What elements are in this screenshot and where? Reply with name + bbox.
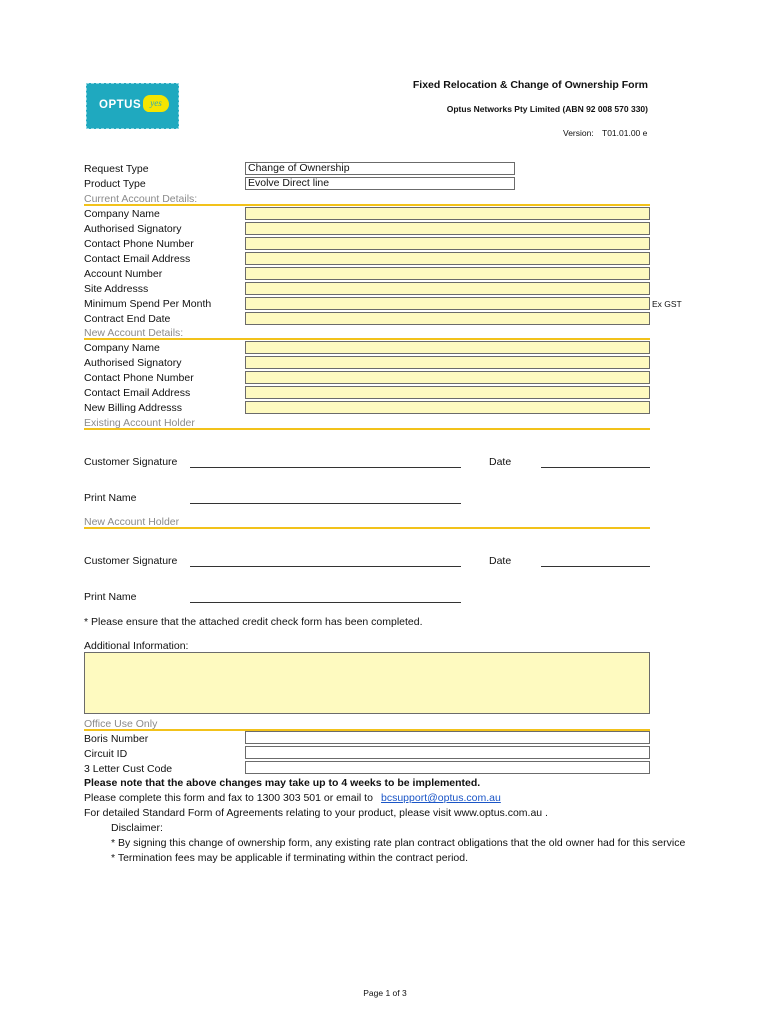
circuit-id-label: Circuit ID	[84, 748, 128, 760]
existing-holder-heading: Existing Account Holder	[84, 417, 195, 429]
additional-info-field[interactable]	[84, 652, 650, 714]
boris-number-field[interactable]	[245, 731, 650, 744]
new-authorised-signatory-label: Authorised Signatory	[84, 357, 182, 369]
version-value: T01.01.00 e	[602, 128, 648, 138]
current-contact-email-field[interactable]	[245, 252, 650, 265]
boris-number-label: Boris Number	[84, 733, 149, 745]
current-contact-phone-field[interactable]	[245, 237, 650, 250]
disclaimer-label: Disclaimer:	[111, 822, 163, 834]
sfoa-note: For detailed Standard Form of Agreements relating to your product, please visit www.optus.com.au .	[84, 807, 548, 819]
new-date-line[interactable]	[541, 566, 650, 567]
account-number-label: Account Number	[84, 268, 163, 280]
logo-text: OPTUS	[99, 99, 142, 111]
new-holder-heading: New Account Holder	[84, 516, 180, 528]
new-contact-email-label: Contact Email Address	[84, 387, 191, 399]
new-account-heading: New Account Details:	[84, 327, 184, 339]
current-contact-phone-label: Contact Phone Number	[84, 238, 194, 250]
additional-info-label: Additional Information:	[84, 640, 189, 652]
page-number: Page 1 of 3	[363, 988, 407, 998]
disclaimer-item: * By signing this change of ownership form, any existing rate plan contract obligations that the old owner had for this service	[111, 837, 686, 849]
site-address-label: Site Addresss	[84, 283, 149, 295]
existing-signature-label: Customer Signature	[84, 456, 178, 468]
product-type-label: Product Type	[84, 178, 146, 190]
form-title: Fixed Relocation & Change of Ownership Form	[412, 79, 648, 91]
cust-code-label: 3 Letter Cust Code	[84, 763, 173, 775]
ex-gst-label: Ex GST	[652, 299, 682, 309]
existing-signature-line[interactable]	[190, 467, 461, 468]
new-signature-label: Customer Signature	[84, 555, 178, 567]
current-authorised-signatory-field[interactable]	[245, 222, 650, 235]
implementation-note: Please note that the above changes may take up to 4 weeks to be implemented.	[84, 777, 481, 789]
credit-check-note: * Please ensure that the attached credit check form has been completed.	[84, 616, 423, 628]
request-type-label: Request Type	[84, 163, 149, 175]
new-company-name-label: Company Name	[84, 342, 160, 354]
existing-print-name-line[interactable]	[190, 503, 461, 504]
optus-logo	[86, 83, 179, 129]
minimum-spend-field[interactable]	[245, 297, 650, 310]
circuit-id-field[interactable]	[245, 746, 650, 759]
current-company-name-label: Company Name	[84, 208, 160, 220]
new-billing-address-field[interactable]	[245, 401, 650, 414]
form-subtitle: Optus Networks Pty Limited (ABN 92 008 570 330)	[446, 104, 648, 114]
current-contact-email-label: Contact Email Address	[84, 253, 191, 265]
new-contact-phone-field[interactable]	[245, 371, 650, 384]
cust-code-field[interactable]	[245, 761, 650, 774]
new-contact-phone-label: Contact Phone Number	[84, 372, 194, 384]
existing-date-label: Date	[489, 456, 512, 468]
logo-yes-badge: yes	[143, 95, 169, 112]
new-authorised-signatory-field[interactable]	[245, 356, 650, 369]
fax-instructions: Please complete this form and fax to 1300 303 501 or email to	[84, 792, 373, 804]
office-use-heading: Office Use Only	[84, 718, 158, 730]
current-authorised-signatory-label: Authorised Signatory	[84, 223, 182, 235]
existing-print-name-label: Print Name	[84, 492, 137, 504]
existing-date-line[interactable]	[541, 467, 650, 468]
disclaimer-item: * Termination fees may be applicable if terminating within the contract period.	[111, 852, 468, 864]
contract-end-date-label: Contract End Date	[84, 313, 171, 325]
new-print-name-label: Print Name	[84, 591, 137, 603]
contract-end-date-field[interactable]	[245, 312, 650, 325]
current-company-name-field[interactable]	[245, 207, 650, 220]
minimum-spend-label: Minimum Spend Per Month	[84, 298, 212, 310]
section-divider	[84, 204, 650, 206]
new-date-label: Date	[489, 555, 512, 567]
current-account-heading: Current Account Details:	[84, 193, 198, 205]
new-signature-line[interactable]	[190, 566, 461, 567]
section-divider	[84, 428, 650, 430]
new-contact-email-field[interactable]	[245, 386, 650, 399]
support-email-link[interactable]: bcsupport@optus.com.au	[381, 792, 501, 804]
version-label: Version:	[563, 128, 594, 138]
product-type-field[interactable]: Evolve Direct line	[245, 177, 515, 190]
section-divider	[84, 338, 650, 340]
account-number-field[interactable]	[245, 267, 650, 280]
new-print-name-line[interactable]	[190, 602, 461, 603]
new-billing-address-label: New Billing Addresss	[84, 402, 183, 414]
site-address-field[interactable]	[245, 282, 650, 295]
section-divider	[84, 527, 650, 529]
new-company-name-field[interactable]	[245, 341, 650, 354]
request-type-field[interactable]: Change of Ownership	[245, 162, 515, 175]
